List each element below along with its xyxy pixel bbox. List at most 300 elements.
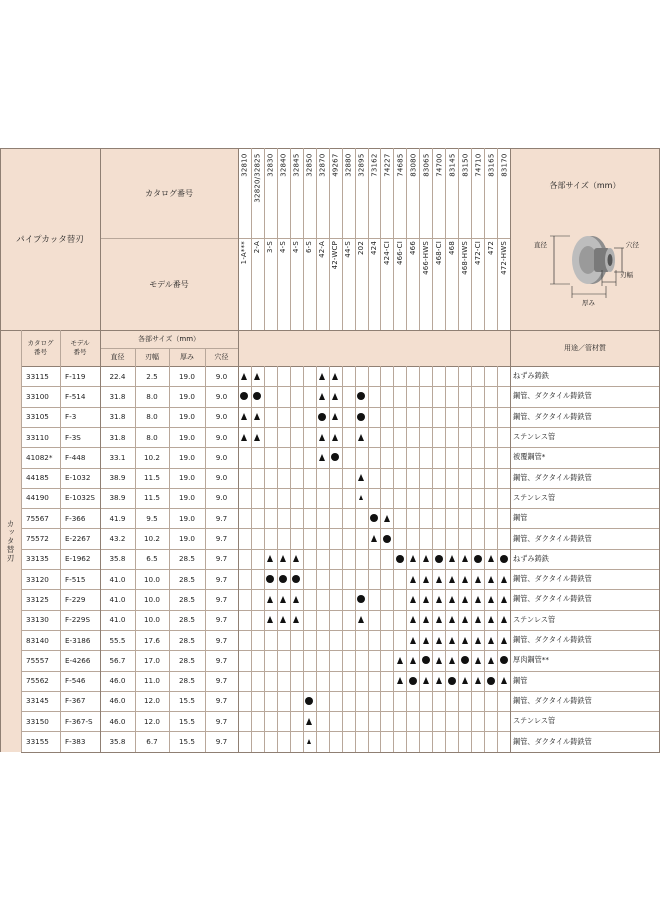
row-width-cell: 8.0	[146, 432, 158, 442]
triangle-mark	[458, 569, 471, 589]
row-bore-cell: 9.7	[215, 737, 228, 747]
row-bore-cell: 9.0	[215, 493, 228, 503]
row-catalog-cell: 75557	[26, 655, 49, 665]
circle-mark	[238, 386, 251, 406]
triangle-mark	[419, 630, 432, 650]
triangle-mark	[355, 468, 368, 488]
row-thickness-cell: 15.5	[178, 696, 195, 706]
circle-mark	[497, 650, 510, 670]
column-model-number: 466-HWS	[421, 241, 430, 275]
row-model-cell: E-2267	[65, 534, 91, 544]
diagram-label-bore: 穴径	[626, 241, 639, 249]
triangle-mark	[471, 671, 484, 691]
triangle-mark-icon	[319, 434, 325, 441]
circle-mark-icon	[500, 555, 508, 563]
grid-line	[342, 366, 343, 752]
row-width-cell: 6.5	[146, 554, 158, 564]
triangle-mark-icon	[293, 596, 299, 603]
row-model-cell: F-383	[65, 737, 86, 747]
circle-mark	[458, 650, 471, 670]
column-model-number: 468-CI	[434, 241, 443, 266]
circle-mark-icon	[409, 677, 417, 685]
row-width-cell: 12.0	[143, 696, 160, 706]
triangle-mark	[484, 589, 497, 609]
triangle-mark-icon	[410, 657, 416, 664]
triangle-mark-icon	[332, 373, 338, 380]
row-diameter-cell: 31.8	[109, 391, 126, 401]
row-model-cell: F-229S	[65, 615, 91, 625]
row-catalog-cell: 44190	[26, 493, 49, 503]
column-model-number: 468	[447, 241, 456, 255]
row-diameter-cell: 38.9	[109, 493, 126, 503]
grid-line	[251, 148, 252, 330]
grid-line	[21, 549, 660, 550]
triangle-mark	[290, 549, 303, 569]
column-model-number: 4-S	[279, 241, 288, 254]
triangle-mark	[471, 589, 484, 609]
triangle-mark	[238, 407, 251, 427]
row-diameter-cell: 41.0	[109, 615, 126, 625]
grid-line	[471, 366, 472, 752]
triangle-mark	[432, 650, 445, 670]
row-diameter-cell: 43.2	[109, 534, 126, 544]
row-thickness-cell: 15.5	[178, 737, 195, 747]
column-catalog-number: 83150	[461, 153, 470, 177]
circle-mark	[380, 528, 393, 548]
diagram-label-thickness: 厚み	[582, 299, 595, 307]
triangle-mark-icon	[293, 555, 299, 562]
triangle-mark	[406, 610, 419, 630]
grid-line	[445, 366, 446, 752]
circle-mark	[251, 386, 264, 406]
grid-line	[251, 366, 252, 752]
grid-line	[21, 468, 660, 469]
triangle-mark	[484, 549, 497, 569]
grid-line	[380, 148, 381, 330]
grid-line	[510, 148, 511, 752]
triangle-mark-icon	[397, 657, 403, 664]
triangle-mark-icon	[449, 555, 455, 562]
row-diameter-cell: 46.0	[109, 676, 126, 686]
triangle-mark-icon	[501, 596, 507, 603]
triangle-mark	[419, 610, 432, 630]
sub-model-header	[60, 330, 100, 366]
triangle-mark-icon	[501, 616, 507, 623]
triangle-mark-icon	[306, 718, 312, 725]
column-model-number: 2-A	[253, 241, 262, 254]
triangle-mark-icon	[436, 657, 442, 664]
row-model-cell: E-1032	[65, 473, 91, 483]
row-width-cell: 10.0	[143, 574, 160, 584]
row-width-cell: 17.6	[143, 635, 160, 645]
row-width-cell: 10.0	[143, 615, 160, 625]
grid-line	[21, 508, 660, 509]
row-catalog-cell: 75567	[26, 513, 49, 523]
row-width-cell: 11.5	[143, 493, 160, 503]
row-bore-cell: 9.7	[215, 716, 228, 726]
triangle-mark	[419, 569, 432, 589]
row-catalog-cell: 33105	[26, 412, 49, 422]
row-model-cell: F-546	[65, 676, 86, 686]
triangle-mark-icon	[423, 677, 429, 684]
triangle-mark	[277, 610, 290, 630]
circle-mark	[484, 671, 497, 691]
triangle-mark-icon	[267, 596, 273, 603]
grid-line	[432, 366, 433, 752]
row-catalog-cell: 33130	[26, 615, 49, 625]
triangle-mark-icon	[319, 454, 325, 461]
sub-catalog-label: カタログ番号	[27, 339, 54, 356]
row-diameter-cell: 38.9	[109, 473, 126, 483]
triangle-mark-icon	[501, 576, 507, 583]
grid-line	[406, 366, 407, 752]
row-usage-cell: ねずみ鋳鉄	[513, 371, 549, 381]
circle-mark	[329, 447, 342, 467]
grid-line	[277, 366, 278, 752]
triangle-mark-icon	[475, 677, 481, 684]
grid-line	[290, 148, 291, 330]
side-label-block	[0, 330, 21, 752]
row-bore-cell: 9.7	[215, 615, 228, 625]
grid-line	[264, 366, 265, 752]
grid-line	[21, 528, 660, 529]
grid-line	[21, 569, 660, 570]
triangle-mark-icon	[449, 637, 455, 644]
column-catalog-number: 83165	[487, 153, 496, 177]
triangle-mark-icon	[280, 616, 286, 623]
triangle-mark-icon	[423, 596, 429, 603]
row-model-cell: E-1032S	[65, 493, 95, 503]
row-usage-cell: ステンレス管	[513, 432, 556, 442]
row-diameter-cell: 56.7	[109, 655, 126, 665]
triangle-mark-icon	[488, 637, 494, 644]
sub-bore-label: 穴径	[214, 353, 229, 361]
sub-usage-label: 用途／管材質	[564, 344, 606, 352]
row-diameter-cell: 41.9	[109, 513, 126, 523]
grid-line	[60, 330, 61, 752]
triangle-mark	[419, 589, 432, 609]
triangle-mark	[329, 407, 342, 427]
triangle-mark	[329, 386, 342, 406]
row-model-cell: F-229	[65, 594, 86, 604]
grid-line	[458, 148, 459, 330]
catalog-header-label: カタログ番号	[145, 188, 193, 198]
triangle-mark-icon	[449, 657, 455, 664]
row-thickness-cell: 19.0	[178, 493, 195, 503]
circle-mark	[419, 650, 432, 670]
diagram-title: 各部サイズ（mm）	[549, 181, 621, 190]
triangle-mark	[251, 427, 264, 447]
grid-line	[329, 366, 330, 752]
grid-line	[21, 610, 660, 611]
triangle-mark-icon	[449, 576, 455, 583]
triangle-mark-icon	[410, 596, 416, 603]
grid-line	[484, 366, 485, 752]
triangle-mark	[445, 569, 458, 589]
triangle-mark-icon	[423, 576, 429, 583]
row-bore-cell: 9.7	[215, 696, 228, 706]
column-catalog-number: 32850	[305, 153, 314, 177]
triangle-mark	[264, 610, 277, 630]
row-model-cell: F-3S	[65, 432, 81, 442]
row-thickness-cell: 19.0	[178, 473, 195, 483]
triangle-mark	[419, 549, 432, 569]
triangle-mark-icon	[475, 616, 481, 623]
triangle-mark	[406, 630, 419, 650]
triangle-mark-icon	[254, 413, 260, 420]
column-model-number: 1-A***	[240, 241, 249, 265]
grid-line	[21, 488, 660, 489]
triangle-mark	[355, 427, 368, 447]
model-header-label: モデル番号	[149, 279, 189, 289]
row-bore-cell: 9.7	[215, 594, 228, 604]
circle-mark-icon	[448, 677, 456, 685]
row-thickness-cell: 28.5	[178, 676, 195, 686]
triangle-mark-icon	[359, 495, 363, 500]
row-usage-cell: 鋼管、ダクタイル鋳鉄管	[513, 695, 592, 705]
triangle-mark-icon	[462, 677, 468, 684]
triangle-mark	[432, 671, 445, 691]
grid-line	[277, 148, 278, 330]
triangle-mark-icon	[319, 393, 325, 400]
triangle-mark	[484, 650, 497, 670]
triangle-mark-icon	[501, 677, 507, 684]
grid-line	[21, 366, 660, 367]
triangle-mark	[264, 549, 277, 569]
column-model-number: 472-CI	[473, 241, 482, 266]
triangle-mark-icon	[436, 596, 442, 603]
triangle-mark	[316, 427, 329, 447]
grid-line	[21, 330, 22, 752]
triangle-mark-icon	[358, 474, 364, 481]
row-usage-cell: ステンレス管	[513, 716, 556, 726]
triangle-mark	[458, 630, 471, 650]
grid-line	[368, 366, 369, 752]
column-model-number: 472	[486, 241, 495, 255]
row-model-cell: F-3	[65, 412, 77, 422]
triangle-mark	[471, 610, 484, 630]
row-thickness-cell: 28.5	[178, 635, 195, 645]
triangle-mark	[290, 610, 303, 630]
sub-usage-header	[510, 330, 660, 366]
circle-mark-icon	[396, 555, 404, 563]
row-usage-cell: 鋼管、ダクタイル鋳鉄管	[513, 736, 592, 746]
triangle-mark	[406, 549, 419, 569]
row-usage-cell: ステンレス管	[513, 614, 556, 624]
row-bore-cell: 9.7	[215, 574, 228, 584]
grid-line	[329, 148, 330, 330]
circle-mark-icon	[461, 656, 469, 664]
row-bore-cell: 9.0	[215, 452, 228, 462]
circle-mark-icon	[292, 575, 300, 583]
circle-mark	[471, 549, 484, 569]
row-catalog-cell: 33110	[26, 432, 49, 442]
triangle-mark-icon	[475, 637, 481, 644]
triangle-mark-icon	[241, 413, 247, 420]
row-thickness-cell: 28.5	[178, 574, 195, 584]
sub-diameter-header	[100, 348, 135, 366]
row-width-cell: 11.5	[143, 473, 160, 483]
row-bore-cell: 9.7	[215, 676, 228, 686]
triangle-mark	[471, 630, 484, 650]
triangle-mark-icon	[449, 616, 455, 623]
row-usage-cell: 鋼管	[513, 513, 528, 523]
triangle-mark	[497, 630, 510, 650]
sub-model-label: モデル番号	[70, 339, 90, 356]
column-catalog-number: 83145	[448, 153, 457, 177]
grid-line	[135, 348, 136, 752]
row-thickness-cell: 19.0	[178, 534, 195, 544]
triangle-mark-icon	[475, 596, 481, 603]
triangle-mark	[497, 569, 510, 589]
column-catalog-number: 32845	[292, 153, 301, 177]
grid-line	[355, 366, 356, 752]
triangle-mark-icon	[332, 393, 338, 400]
triangle-mark-icon	[410, 637, 416, 644]
column-catalog-number: 32810	[240, 153, 249, 177]
row-catalog-cell: 44185	[26, 473, 49, 483]
row-usage-cell: 鋼管	[513, 675, 528, 685]
circle-mark-icon	[435, 555, 443, 563]
row-bore-cell: 9.7	[215, 655, 228, 665]
grid-line	[316, 148, 317, 330]
title-block	[0, 148, 100, 330]
column-catalog-number: 74700	[435, 153, 444, 177]
row-diameter-cell: 31.8	[109, 412, 126, 422]
circle-mark	[264, 569, 277, 589]
column-model-number: 6-S	[305, 241, 314, 254]
circle-mark-icon	[487, 677, 495, 685]
row-diameter-cell: 31.8	[109, 432, 126, 442]
circle-mark-icon	[383, 535, 391, 543]
grid-line	[380, 366, 381, 752]
grid-line	[393, 148, 394, 330]
row-model-cell: E-3186	[65, 635, 91, 645]
grid-line	[21, 386, 660, 387]
row-width-cell: 12.0	[143, 716, 160, 726]
triangle-mark-icon	[410, 616, 416, 623]
row-model-cell: E-1962	[65, 554, 91, 564]
column-catalog-number: 49267	[331, 153, 340, 177]
row-diameter-cell: 46.0	[109, 696, 126, 706]
column-model-number: 44-S	[344, 241, 353, 258]
triangle-mark-icon	[332, 413, 338, 420]
row-usage-cell: 鋼管、ダクタイル鋳鉄管	[513, 472, 592, 482]
triangle-mark	[238, 366, 251, 386]
circle-mark	[368, 508, 381, 528]
grid-line	[21, 447, 660, 448]
grid-line	[21, 752, 660, 753]
triangle-mark	[484, 569, 497, 589]
grid-line	[0, 148, 1, 752]
circle-mark	[497, 549, 510, 569]
grid-line	[316, 366, 317, 752]
grid-line	[497, 366, 498, 752]
triangle-mark	[251, 366, 264, 386]
triangle-mark	[458, 549, 471, 569]
triangle-mark-icon	[241, 373, 247, 380]
triangle-mark-icon	[475, 576, 481, 583]
triangle-mark	[471, 650, 484, 670]
triangle-mark-icon	[254, 434, 260, 441]
grid-line	[0, 330, 660, 331]
triangle-mark	[445, 650, 458, 670]
row-bore-cell: 9.7	[215, 513, 228, 523]
grid-line	[445, 148, 446, 330]
triangle-mark	[329, 366, 342, 386]
row-diameter-cell: 41.0	[109, 594, 126, 604]
grid-line	[419, 366, 420, 752]
circle-mark-icon	[500, 656, 508, 664]
row-model-cell: E-4266	[65, 655, 91, 665]
row-width-cell: 8.0	[146, 412, 158, 422]
row-thickness-cell: 28.5	[178, 615, 195, 625]
column-model-number: 472-HWS	[499, 241, 508, 275]
row-catalog-cell: 33100	[26, 391, 49, 401]
triangle-mark-icon	[280, 596, 286, 603]
grid-line	[21, 630, 660, 631]
row-model-cell: F-119	[65, 371, 86, 381]
grid-line	[100, 238, 510, 239]
row-model-cell: F-515	[65, 574, 86, 584]
column-model-number: 468-HWS	[460, 241, 469, 275]
row-model-cell: F-367	[65, 696, 86, 706]
grid-line	[497, 148, 498, 330]
row-diameter-cell: 22.4	[109, 371, 126, 381]
model-header-block	[100, 238, 238, 330]
grid-line	[21, 589, 660, 590]
circle-mark-icon	[357, 413, 365, 421]
triangle-mark-icon	[397, 677, 403, 684]
triangle-mark	[316, 366, 329, 386]
triangle-mark	[445, 589, 458, 609]
triangle-mark	[432, 569, 445, 589]
triangle-mark-icon	[462, 637, 468, 644]
triangle-mark-icon	[488, 555, 494, 562]
grid-line	[169, 348, 170, 752]
row-width-cell: 9.5	[146, 513, 158, 523]
circle-mark-icon	[357, 392, 365, 400]
circle-mark	[290, 569, 303, 589]
grid-line	[21, 650, 660, 651]
triangle-mark	[264, 589, 277, 609]
triangle-mark	[277, 549, 290, 569]
column-model-number: 466-CI	[395, 241, 404, 266]
row-catalog-cell: 33145	[26, 696, 49, 706]
row-catalog-cell: 83140	[26, 635, 49, 645]
grid-line	[458, 366, 459, 752]
row-diameter-cell: 55.5	[109, 635, 126, 645]
triangle-mark-icon	[254, 373, 260, 380]
triangle-mark	[458, 671, 471, 691]
grid-line	[393, 366, 394, 752]
triangle-mark	[484, 610, 497, 630]
column-model-number: 4-S	[292, 241, 301, 254]
triangle-mark-icon	[280, 555, 286, 562]
triangle-mark-icon	[293, 616, 299, 623]
triangle-mark	[432, 630, 445, 650]
circle-mark-icon	[266, 575, 274, 583]
grid-line	[471, 148, 472, 330]
row-bore-cell: 9.0	[215, 391, 228, 401]
column-catalog-number: 32880	[344, 153, 353, 177]
triangle-mark-icon	[319, 373, 325, 380]
circle-mark	[432, 549, 445, 569]
row-catalog-cell: 33135	[26, 554, 49, 564]
triangle-mark	[316, 386, 329, 406]
column-catalog-number: 83080	[409, 153, 418, 177]
row-bore-cell: 9.0	[215, 412, 228, 422]
